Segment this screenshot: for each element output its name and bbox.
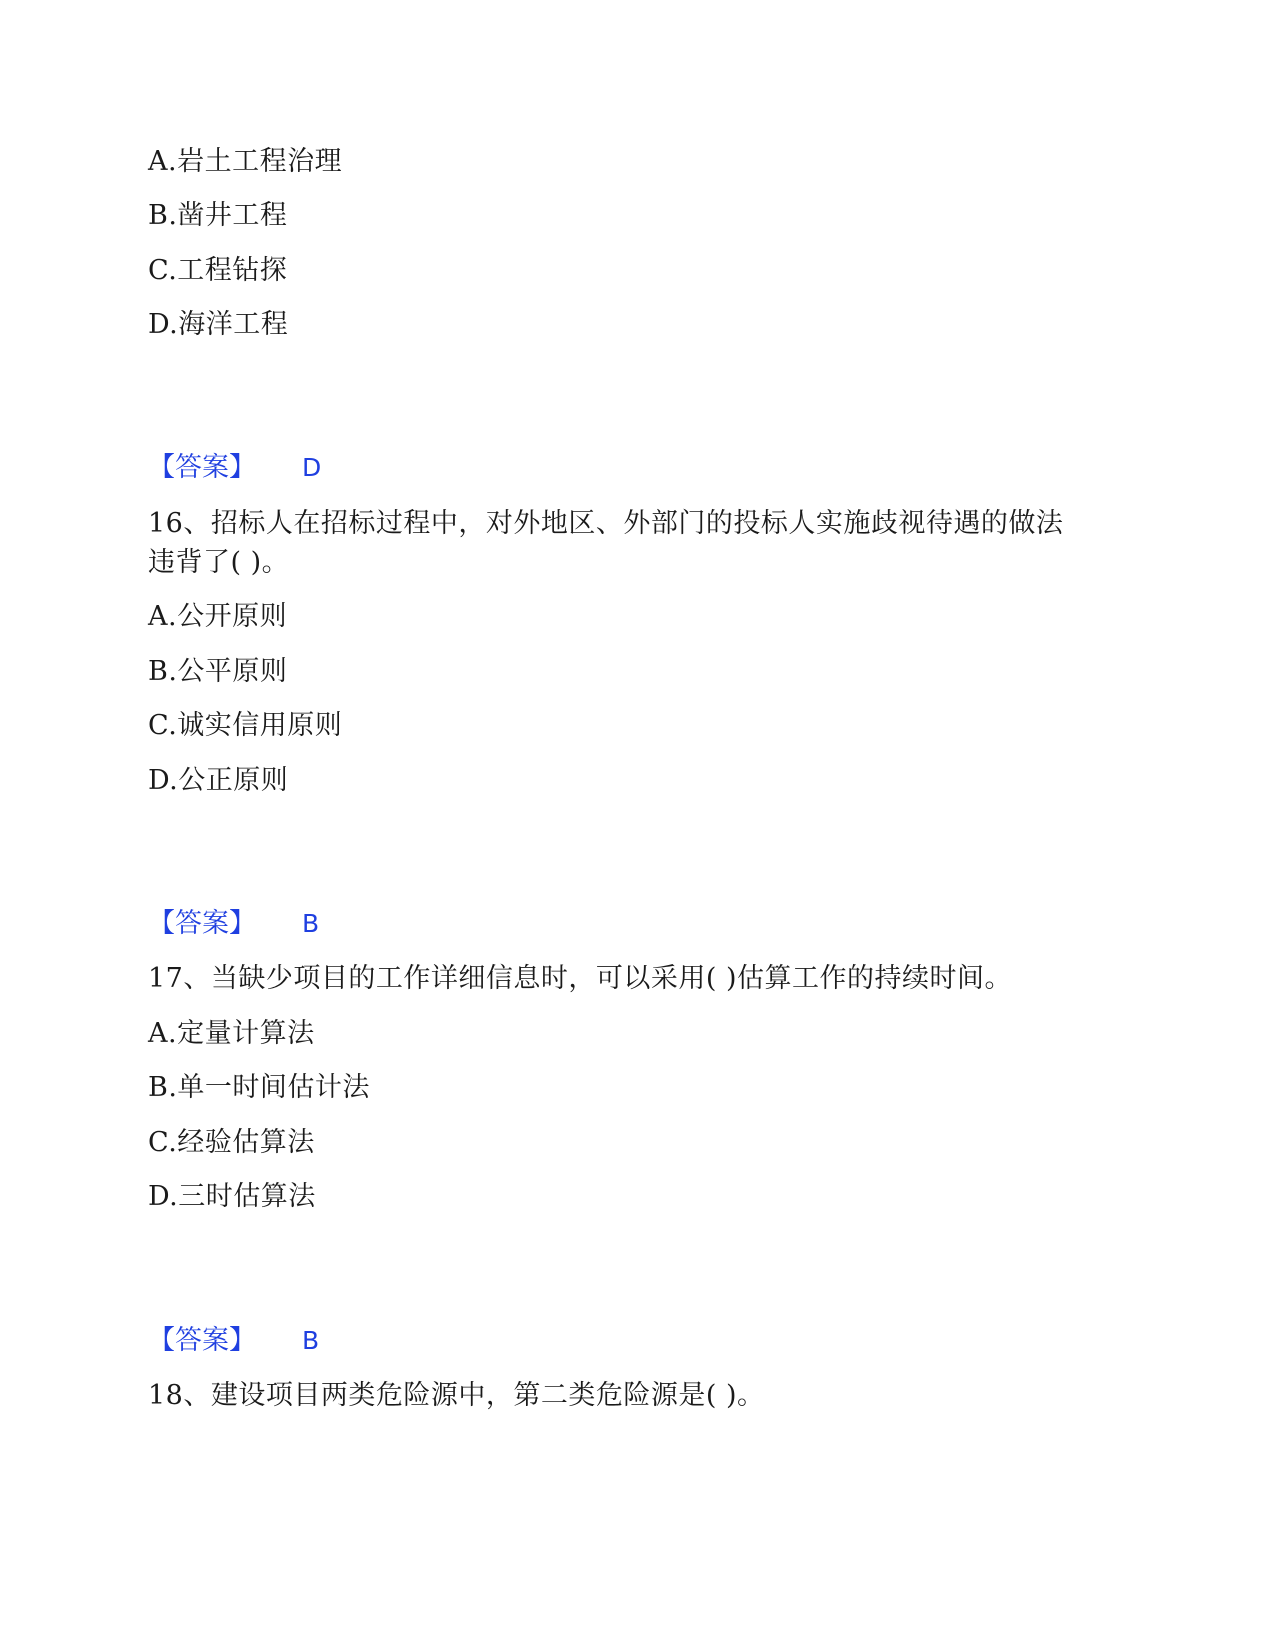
q16-answer — [148, 907, 319, 941]
q16-option-c: C.诚实信用原则 — [148, 710, 343, 741]
answer-value: B — [302, 1326, 320, 1355]
answer-value: D — [302, 453, 322, 482]
q15-option-d: D.海洋工程 — [148, 309, 289, 340]
q15-option-c: C.工程钻探 — [148, 255, 288, 286]
q17-option-d: D.三时估算法 — [148, 1181, 316, 1212]
q16-option-a: A.公开原则 — [148, 601, 288, 632]
q16-option-d: D.公正原则 — [148, 765, 289, 796]
q15-answer — [148, 451, 321, 485]
answer-value: B — [302, 909, 320, 938]
q15-option-a: A.岩土工程治理 — [148, 146, 343, 177]
answer-label: 【答案】 — [148, 908, 256, 939]
q17-option-b: B.单一时间估计法 — [148, 1072, 370, 1103]
q17-stem: 17、当缺少项目的工作详细信息时，可以采用( )估算工作的持续时间。 — [148, 963, 1013, 994]
q17-option-a: A.定量计算法 — [148, 1018, 315, 1049]
q16-option-b: B.公平原则 — [148, 656, 288, 687]
q16-stem-line2: 违背了( )。 — [148, 547, 290, 578]
answer-label: 【答案】 — [148, 452, 256, 483]
q17-answer — [148, 1324, 319, 1358]
q18-stem: 18、建设项目两类危险源中，第二类危险源是( )。 — [148, 1380, 765, 1411]
q16-stem-line1: 16、招标人在招标过程中，对外地区、外部门的投标人实施歧视待遇的做法 — [148, 508, 1064, 539]
answer-label: 【答案】 — [148, 1325, 256, 1356]
q17-option-c: C.经验估算法 — [148, 1127, 315, 1158]
q15-option-b: B.凿井工程 — [148, 200, 288, 231]
